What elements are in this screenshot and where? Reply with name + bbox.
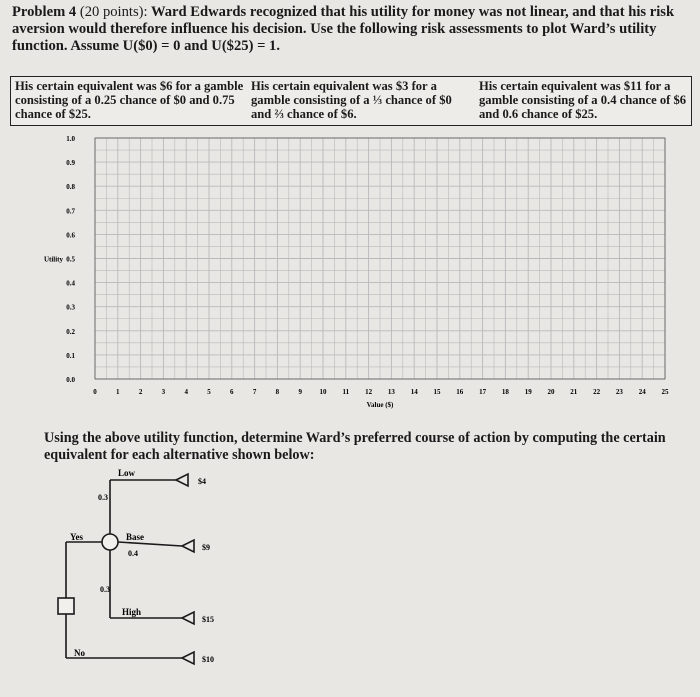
x-tick-label: 23 bbox=[615, 388, 623, 396]
y-tick-label: 1.0 bbox=[66, 135, 75, 143]
branch-no-label: No bbox=[74, 648, 85, 658]
payoff-low-label: $4 bbox=[198, 477, 206, 486]
payoff-no-label: $10 bbox=[202, 655, 214, 664]
y-axis-label: Utility bbox=[43, 255, 63, 264]
y-tick-label: 0.0 bbox=[66, 376, 75, 384]
x-tick-label: 7 bbox=[252, 388, 257, 396]
assessment-1: His certain equivalent was $6 for a gamble consisting of a 0.25 chance of $0 and 0.75 chance of $25. bbox=[15, 79, 244, 121]
y-tick-label: 0.4 bbox=[66, 279, 75, 288]
y-tick-label: 0.2 bbox=[66, 327, 75, 336]
y-tick-label: 0.8 bbox=[66, 183, 75, 192]
y-tick-label: 0.3 bbox=[66, 303, 75, 312]
branch-base-label: Base bbox=[126, 532, 144, 542]
branch-yes-label: Yes bbox=[70, 532, 83, 542]
branch-low-label: Low bbox=[118, 468, 136, 478]
prob-high-label: 0.3 bbox=[100, 585, 110, 594]
x-tick-label: 19 bbox=[524, 388, 532, 396]
payoff-high-label: $15 bbox=[202, 615, 214, 624]
x-tick-label: 21 bbox=[570, 388, 578, 396]
x-tick-label: 15 bbox=[433, 388, 441, 396]
x-tick-label: 16 bbox=[456, 388, 464, 396]
assessment-2: His certain equivalent was $3 for a gamble consisting of a ⅓ chance of $0 and ⅔ chance of $6. bbox=[251, 79, 452, 121]
x-tick-label: 20 bbox=[547, 388, 555, 396]
x-tick-label: 2 bbox=[138, 388, 143, 396]
branch-high-label: High bbox=[122, 607, 142, 617]
x-tick-label: 3 bbox=[161, 388, 166, 396]
x-tick-label: 18 bbox=[501, 388, 509, 396]
x-tick-label: 8 bbox=[275, 388, 280, 396]
decision-node-icon bbox=[58, 598, 74, 614]
problem-text: Ward Edwards recognized that his utility for money was not linear, and that his risk aversion would therefore influence his decision. Use the following risk assessments to plot Ward’s utility function. Assume U($0) = 0 and U($25) = 1. bbox=[12, 4, 675, 54]
utility-chart-svg bbox=[10, 126, 692, 416]
problem-points: (20 points): bbox=[79, 4, 148, 20]
assessment-3: His certain equivalent was $11 for a gamble consisting of a 0.4 chance of $6 and 0.6 chance of $25. bbox=[479, 79, 687, 121]
y-tick-label: 0.5 bbox=[66, 255, 75, 264]
prob-low-label: 0.3 bbox=[98, 493, 108, 502]
x-tick-label: 11 bbox=[342, 388, 350, 396]
x-tick-label: 14 bbox=[410, 388, 418, 396]
terminal-high-icon bbox=[182, 612, 194, 624]
utility-chart bbox=[10, 126, 692, 416]
x-tick-label: 10 bbox=[319, 388, 327, 396]
x-tick-label: 0 bbox=[93, 388, 97, 396]
prob-base-label: 0.4 bbox=[128, 549, 138, 558]
problem-statement bbox=[12, 4, 684, 55]
x-tick-label: 1 bbox=[116, 388, 120, 396]
y-tick-label: 0.1 bbox=[66, 351, 75, 360]
x-axis-label: Value ($) bbox=[366, 401, 394, 409]
payoff-base-label: $9 bbox=[202, 543, 210, 552]
x-tick-label: 5 bbox=[207, 388, 211, 396]
terminal-no-icon bbox=[182, 652, 194, 664]
decision-tree bbox=[40, 462, 300, 692]
question-text: Using the above utility function, determine Ward’s preferred course of action by computing the certain equivalent for each alternative shown below: bbox=[44, 430, 666, 463]
y-tick-label: 0.7 bbox=[66, 207, 75, 216]
x-tick-label: 24 bbox=[638, 388, 646, 396]
x-tick-label: 25 bbox=[661, 388, 669, 396]
x-tick-label: 13 bbox=[387, 388, 395, 396]
x-tick-label: 4 bbox=[184, 388, 188, 396]
problem-label: Problem 4 bbox=[12, 4, 77, 20]
assessment-table bbox=[10, 76, 692, 126]
x-tick-label: 17 bbox=[479, 388, 487, 396]
terminal-base-icon bbox=[182, 540, 194, 552]
x-tick-label: 12 bbox=[365, 388, 373, 396]
x-tick-label: 6 bbox=[230, 388, 234, 396]
y-tick-label: 0.6 bbox=[66, 231, 75, 240]
tree-edge-base bbox=[118, 542, 182, 546]
x-tick-label: 22 bbox=[593, 388, 601, 396]
x-tick-label: 9 bbox=[298, 388, 302, 396]
y-tick-label: 0.9 bbox=[66, 159, 75, 168]
chance-node-icon bbox=[102, 534, 118, 550]
terminal-low-icon bbox=[176, 474, 188, 486]
